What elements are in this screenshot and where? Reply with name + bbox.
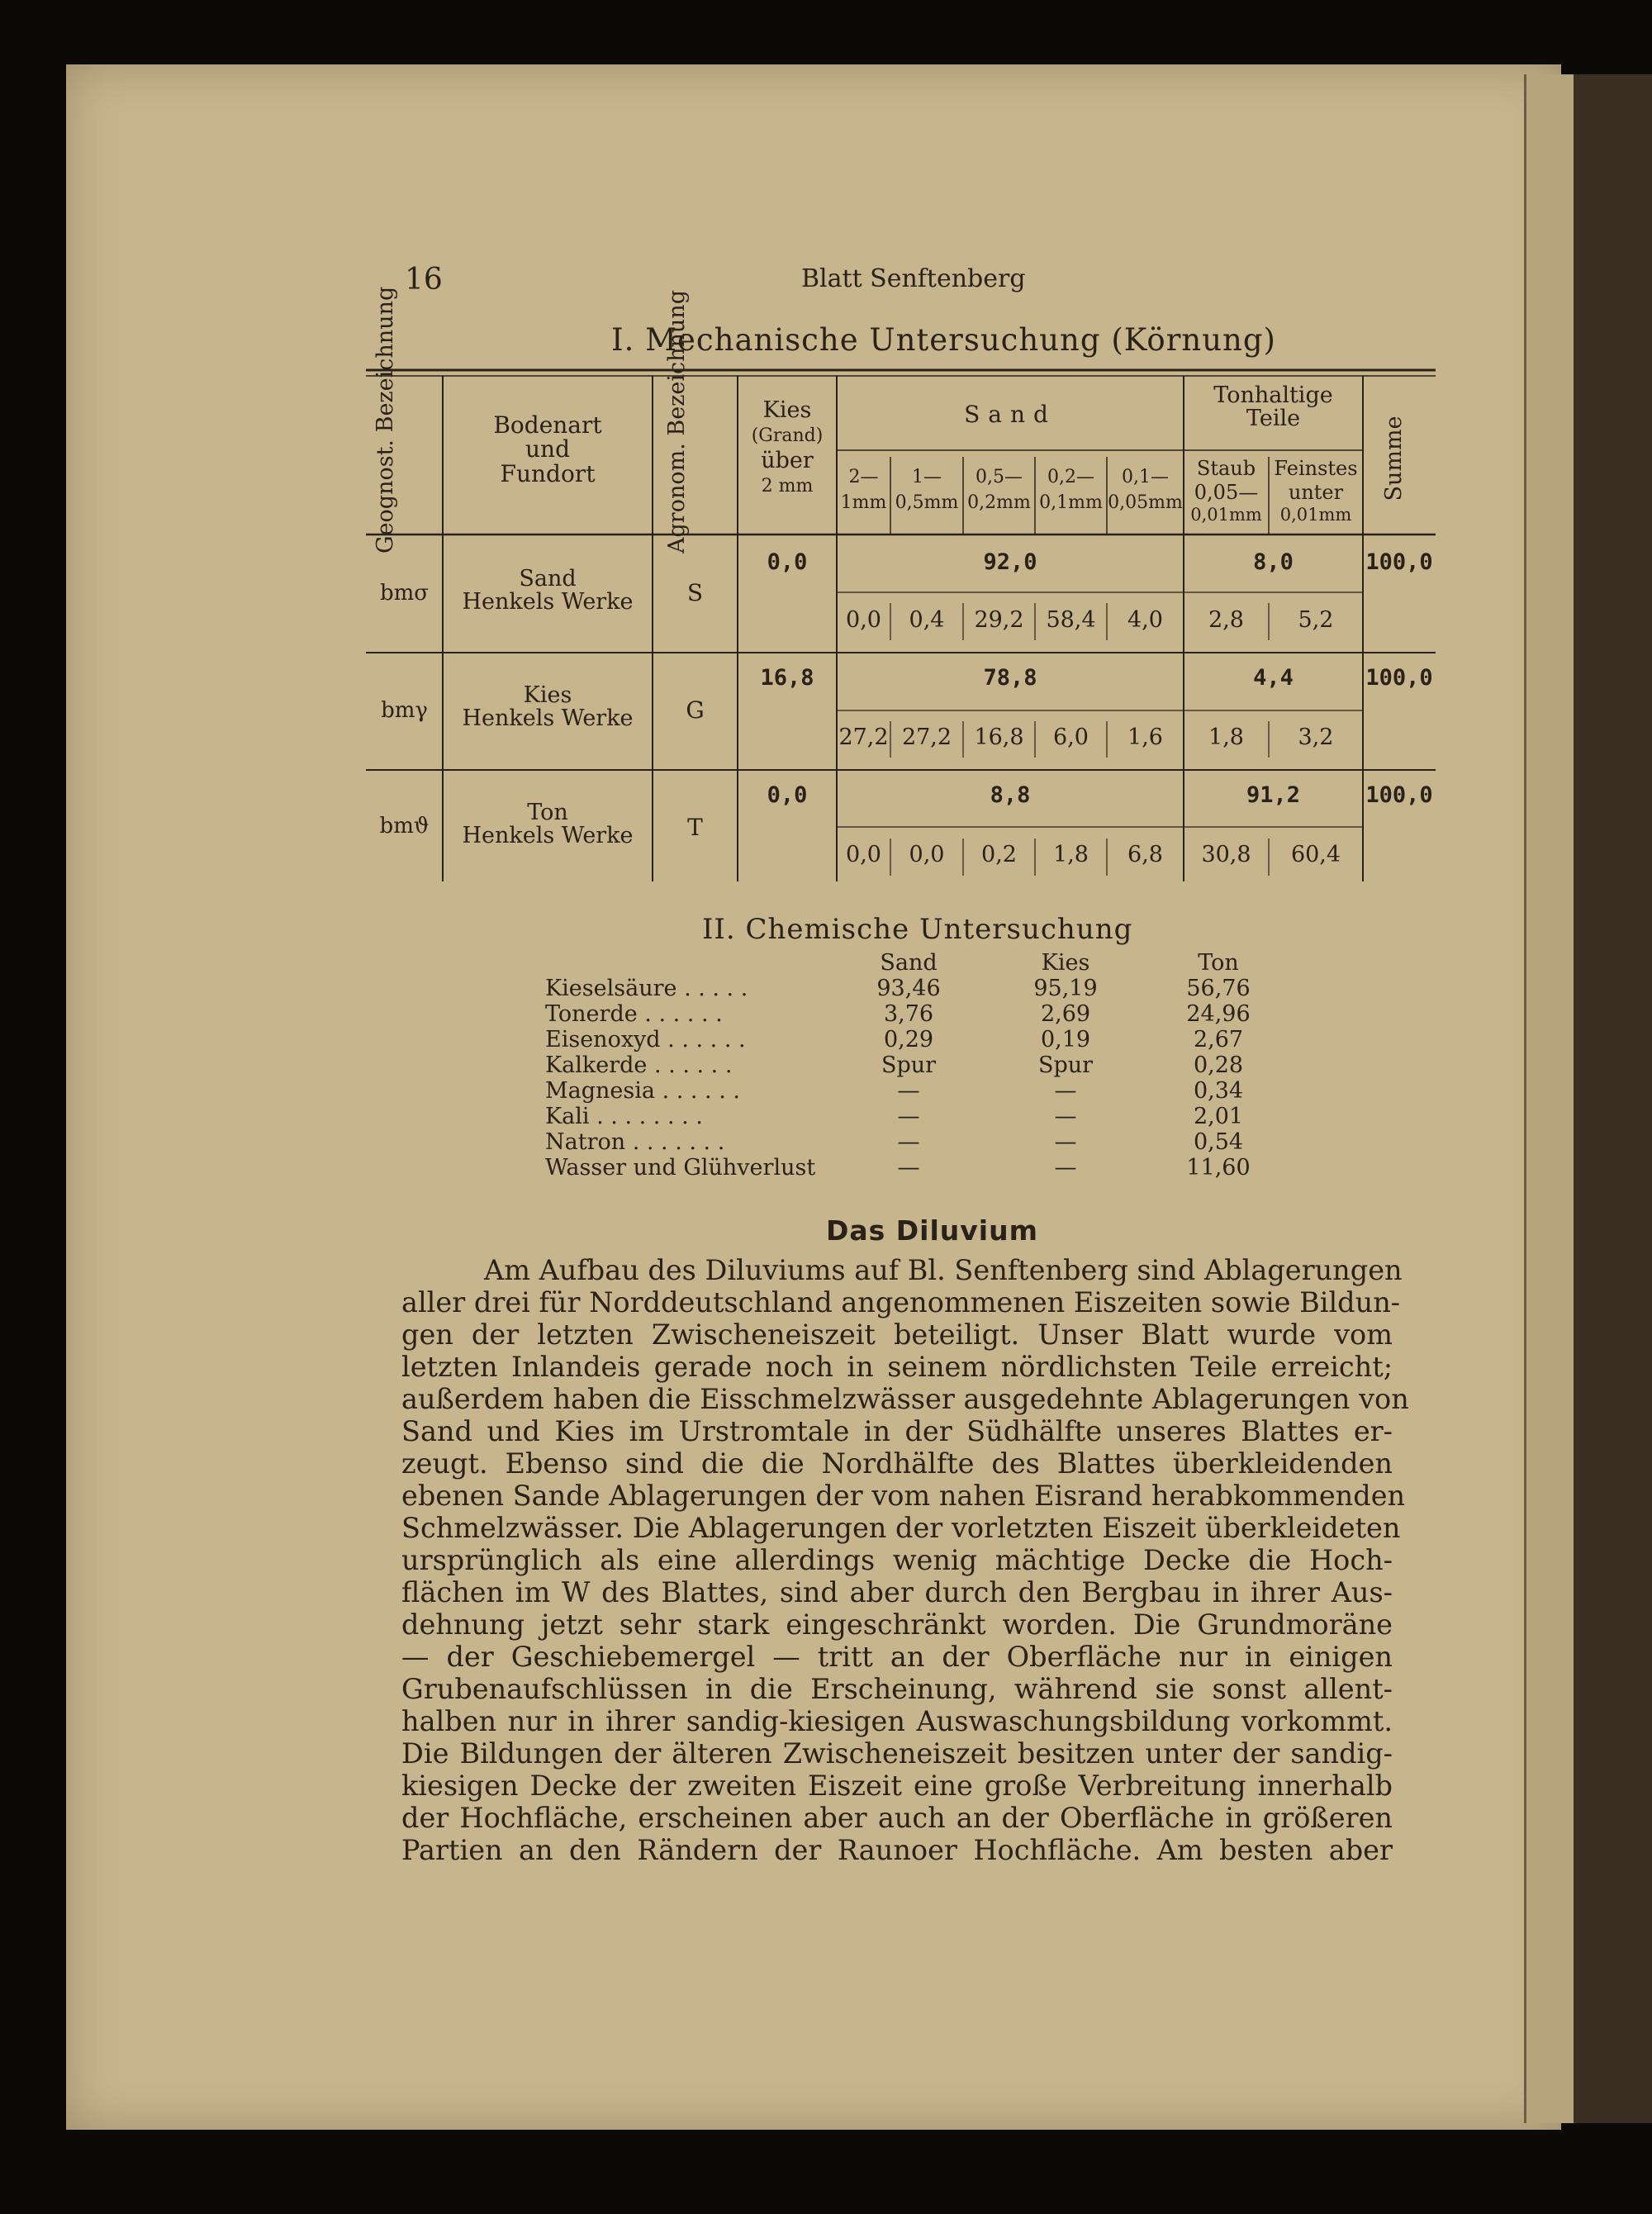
row1-geognost: bmσ	[379, 581, 430, 606]
chem-value-sand: 0,29	[883, 1027, 934, 1052]
header-kies-line3: über	[761, 448, 814, 474]
row3-sand-fraction-3: 0,2	[981, 842, 1017, 867]
chem-label: Natron . . . . . . .	[545, 1129, 725, 1155]
header-kies	[738, 397, 837, 498]
body-line: flächen im W des Blattes, sind aber durch den Bergbau in ihrer Aus-	[401, 1576, 1393, 1608]
header-kies-line1: Kies	[762, 397, 812, 423]
chem-row	[545, 1155, 1272, 1181]
row1-fundort: Henkels Werke	[462, 589, 634, 615]
body-line: kiesigen Decke der zweiten Eiszeit eine große Verbreitung innerhalb	[401, 1770, 1393, 1802]
chem-value-kies: 0,19	[1040, 1027, 1091, 1052]
header-kies-line4: 2 mm	[761, 476, 814, 496]
chem-value-ton: 11,60	[1186, 1155, 1251, 1181]
row2-bodenart	[443, 684, 653, 731]
body-line: der Hochfläche, erscheinen aber auch an der Oberfläche in größeren	[401, 1802, 1393, 1834]
chem-value-kies: Spur	[1037, 1052, 1094, 1078]
chem-row	[545, 1104, 1272, 1129]
section-title-diluvium: Das Diluvium	[826, 1214, 1039, 1247]
chem-label: Eisenoxyd . . . . . .	[545, 1027, 746, 1052]
row3-geognost: bmϑ	[379, 814, 430, 839]
chem-value-sand: —	[897, 1104, 920, 1129]
header-agronom: Agronom. Bezeichnung	[664, 290, 690, 554]
row1-staub: 2,8	[1208, 607, 1244, 633]
chem-value-sand: Spur	[881, 1052, 937, 1078]
row1-bodenart-name: Sand	[519, 566, 577, 592]
chem-label: Tonerde . . . . . .	[545, 1001, 723, 1027]
header-feinstes-line3: 0,01mm	[1279, 504, 1352, 525]
chem-value-ton: 24,96	[1186, 1001, 1251, 1027]
row1-sand-total: 92,0	[983, 549, 1037, 575]
row2-fundort: Henkels Werke	[462, 706, 634, 732]
body-line: gen der letzten Zwischeneiszeit beteiligt. Unser Blatt wurde vom	[401, 1318, 1393, 1351]
row2-staub: 1,8	[1208, 725, 1244, 750]
chem-value-sand: 93,46	[876, 976, 941, 1001]
row3-agronom: T	[687, 814, 703, 841]
header-bodenart-line3: Fundort	[500, 459, 596, 487]
header-staub	[1184, 457, 1269, 525]
header-geognost: Geognost. Bezeichnung	[373, 286, 398, 554]
chem-col-ton: Ton	[1198, 950, 1239, 976]
chem-value-kies: 2,69	[1040, 1001, 1091, 1027]
row3-sand-fraction-1: 0,0	[846, 842, 881, 867]
chem-value-sand: —	[897, 1155, 920, 1181]
header-sand-fraction-5: 0,1— 0,05mm	[1108, 467, 1183, 513]
header-bodenart-line2: und	[525, 435, 570, 463]
chem-label: Kali . . . . . . . .	[545, 1104, 703, 1129]
row1-feinstes: 5,2	[1298, 607, 1334, 633]
chemical-analysis-table	[545, 950, 1272, 1181]
row2-geognost: bmγ	[381, 698, 428, 723]
row3-feinstes: 60,4	[1290, 842, 1341, 867]
header-tonhaltig-line1: Tonhaltige	[1213, 382, 1333, 408]
body-text	[401, 1254, 1409, 1866]
header-sand-fraction-4: 0,2— 0,1mm	[1039, 467, 1103, 513]
row3-sand-fraction-5: 6,8	[1127, 842, 1163, 867]
body-line: aller drei für Norddeutschland angenommenen Eiszeiten sowie Bildun-	[401, 1286, 1401, 1318]
header-bodenart-line1: Bodenart	[493, 411, 602, 439]
chem-value-ton: 2,67	[1193, 1027, 1244, 1052]
page-spine	[1524, 74, 1576, 2123]
body-line: Partien an den Rändern der Raunoer Hochfläche. Am besten aber	[401, 1834, 1393, 1866]
chem-row	[545, 1078, 1272, 1104]
row1-agronom: S	[686, 579, 704, 606]
chem-value-ton: 56,76	[1186, 976, 1251, 1001]
row3-staub: 30,8	[1201, 842, 1251, 867]
header-feinstes-line2: unter	[1288, 480, 1344, 504]
chem-value-sand: 3,76	[883, 1001, 934, 1027]
chem-value-ton: 0,34	[1193, 1078, 1244, 1104]
row3-sand-fraction-4: 1,8	[1053, 842, 1089, 867]
body-line: Die Bildungen der älteren Zwischeneiszeit besitzen unter der sandig-	[401, 1737, 1393, 1770]
header-staub-line2: 0,05—	[1194, 480, 1259, 504]
header-staub-line3: 0,01mm	[1190, 504, 1262, 525]
row3-sand-fraction-2: 0,0	[909, 842, 945, 867]
row2-sand-fraction-2: 27,2	[901, 725, 952, 750]
row2-sand-total: 78,8	[983, 665, 1037, 691]
section-title-chemical: II. Chemische Untersuchung	[702, 913, 1133, 946]
chem-label: Magnesia . . . . . .	[545, 1078, 740, 1104]
body-line: zeugt. Ebenso sind die die Nordhälfte des Blattes überkleidenden	[401, 1447, 1393, 1480]
row3-fundort: Henkels Werke	[462, 823, 634, 849]
row3-ton-total: 91,2	[1246, 782, 1301, 808]
body-line: Sand und Kies im Urstromtale in der Südhälfte unseres Blattes er-	[401, 1415, 1393, 1447]
body-line: halben nur in ihrer sandig-kiesigen Auswaschungsbildung vorkommt.	[401, 1705, 1393, 1737]
chem-row	[545, 1052, 1272, 1078]
chem-row	[545, 1001, 1272, 1027]
row2-sand-fraction-3: 16,8	[974, 725, 1024, 750]
chem-value-kies: —	[1054, 1155, 1077, 1181]
row2-feinstes: 3,2	[1298, 725, 1334, 750]
facing-page-edge	[1574, 74, 1652, 2123]
body-line: letzten Inlandeis gerade noch in seinem nördlichsten Teile erreicht;	[401, 1351, 1393, 1383]
body-line: dehnung jetzt sehr stark eingeschränkt worden. Die Grundmoräne	[401, 1608, 1393, 1641]
row2-kies: 16,8	[760, 665, 814, 691]
row3-kies: 0,0	[767, 782, 808, 808]
row2-sand-fraction-4: 6,0	[1053, 725, 1089, 750]
row1-kies: 0,0	[767, 549, 808, 575]
row3-sand-total: 8,8	[990, 782, 1031, 808]
row1-bodenart	[443, 568, 653, 615]
chem-value-sand: —	[897, 1078, 920, 1104]
chem-value-kies: 95,19	[1033, 976, 1098, 1001]
chem-value-kies: —	[1054, 1078, 1077, 1104]
section-title-mechanical: I. Mechanische Untersuchung (Körnung)	[611, 322, 1276, 358]
row1-sand-fraction-5: 4,0	[1127, 607, 1163, 633]
body-line: außerdem haben die Eisschmelzwässer ausgedehnte Ablagerungen von	[401, 1383, 1409, 1415]
row1-summe: 100,0	[1365, 549, 1433, 575]
header-tonhaltig-line2: Teile	[1246, 406, 1301, 432]
chem-value-kies: —	[1054, 1104, 1077, 1129]
chem-header-row	[545, 950, 1272, 976]
row1-sand-fraction-4: 58,4	[1046, 607, 1096, 633]
chem-row	[545, 976, 1272, 1001]
row1-ton-total: 8,0	[1253, 549, 1294, 575]
chem-col-kies: Kies	[1041, 950, 1090, 976]
body-line: Grubenaufschlüssen in die Erscheinung, während sie sonst allent-	[401, 1673, 1393, 1705]
row2-bodenart-name: Kies	[523, 682, 572, 708]
body-line: ursprünglich als eine allerdings wenig mächtige Decke die Hoch-	[401, 1544, 1393, 1576]
body-line: — der Geschiebemergel — tritt an der Oberfläche nur in einigen	[401, 1641, 1393, 1673]
header-tonhaltig	[1184, 384, 1363, 431]
running-title: Blatt Senftenberg	[801, 264, 1026, 293]
header-sand-fraction-2: 1— 0,5mm	[895, 467, 959, 513]
row1-sand-fraction-1: 0,0	[846, 607, 881, 633]
header-bodenart	[443, 413, 653, 486]
chem-value-ton: 2,01	[1193, 1104, 1244, 1129]
header-staub-line1: Staub	[1196, 457, 1256, 480]
header-feinstes	[1269, 457, 1363, 525]
row3-bodenart	[443, 801, 653, 848]
chem-col-sand: Sand	[880, 950, 938, 976]
header-sand-fraction-3: 0,5— 0,2mm	[967, 467, 1031, 513]
row1-sand-fraction-2: 0,4	[909, 607, 945, 633]
chem-value-kies: —	[1054, 1129, 1077, 1155]
header-sand: Sand	[964, 401, 1056, 428]
chem-value-ton: 0,28	[1193, 1052, 1244, 1078]
row2-sand-fraction-1: 27,2	[838, 725, 889, 750]
chem-value-ton: 0,54	[1193, 1129, 1244, 1155]
row1-sand-fraction-3: 29,2	[974, 607, 1024, 633]
header-kies-line2: (Grand)	[751, 425, 824, 446]
chem-label: Kieselsäure . . . . .	[545, 976, 748, 1001]
chem-row	[545, 1027, 1272, 1052]
row3-summe: 100,0	[1365, 782, 1433, 808]
row2-summe: 100,0	[1365, 665, 1433, 691]
row2-sand-fraction-5: 1,6	[1127, 725, 1163, 750]
header-feinstes-line1: Feinstes	[1274, 457, 1358, 480]
row2-ton-total: 4,4	[1253, 665, 1294, 691]
body-line: ebenen Sande Ablagerungen der vom nahen Eisrand herabkommenden	[401, 1480, 1406, 1512]
row2-agronom: G	[686, 696, 705, 724]
body-line: Am Aufbau des Diluviums auf Bl. Senftenberg sind Ablagerungen	[484, 1254, 1403, 1286]
body-line: Schmelzwässer. Die Ablagerungen der vorletzten Eiszeit überkleideten	[401, 1512, 1401, 1544]
header-summe: Summe	[1381, 416, 1407, 501]
row3-bodenart-name: Ton	[527, 800, 568, 825]
chem-value-sand: —	[897, 1129, 920, 1155]
page-number: 16	[405, 263, 443, 297]
header-sand-fraction-1: 2— 1mm	[840, 467, 887, 513]
chem-label: Kalkerde . . . . . .	[545, 1052, 733, 1078]
chem-row	[545, 1129, 1272, 1155]
chem-label: Wasser und Glühverlust	[545, 1155, 816, 1181]
